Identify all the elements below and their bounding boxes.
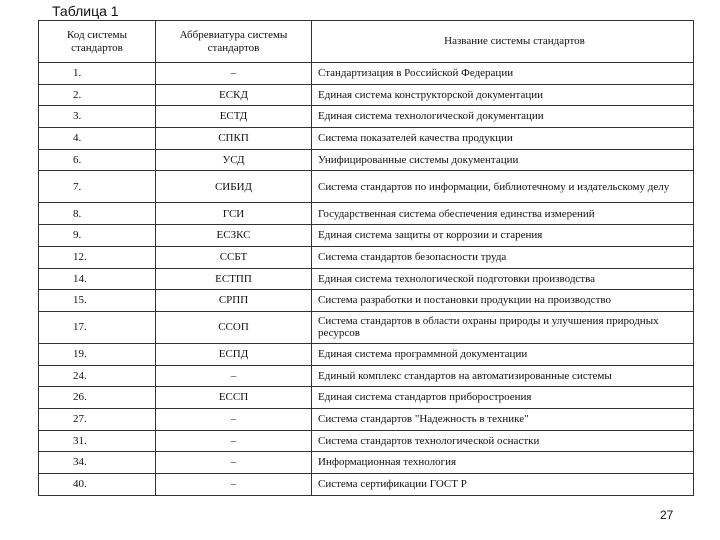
- table-row: [39, 128, 694, 150]
- row-code: 26.: [39, 387, 156, 409]
- row-name: Информационная технология: [312, 452, 694, 474]
- row-code: 40.: [39, 474, 156, 496]
- table-row: [39, 343, 694, 365]
- row-abbreviation: –: [156, 474, 312, 496]
- row-code: 14.: [39, 268, 156, 290]
- table-row: [39, 203, 694, 225]
- table-row: [39, 387, 694, 409]
- table-row: [39, 246, 694, 268]
- row-code: 8.: [39, 203, 156, 225]
- table-row: [39, 63, 694, 85]
- row-code: 15.: [39, 290, 156, 312]
- table-row: [39, 290, 694, 312]
- row-name: Единая система технологической подготовки производства: [312, 268, 694, 290]
- table-caption: Таблица 1: [52, 3, 119, 19]
- table-row: [39, 474, 694, 496]
- row-abbreviation: ЕСТПП: [156, 268, 312, 290]
- row-code: 17.: [39, 311, 156, 343]
- table-row: [39, 430, 694, 452]
- table-row: [39, 225, 694, 247]
- row-name: Система стандартов безопасности труда: [312, 246, 694, 268]
- table-row: [39, 268, 694, 290]
- row-name: Единая система стандартов приборостроения: [312, 387, 694, 409]
- row-name: Единый комплекс стандартов на автоматизированные системы: [312, 365, 694, 387]
- row-code: 3.: [39, 106, 156, 128]
- row-abbreviation: –: [156, 365, 312, 387]
- row-code: 1.: [39, 63, 156, 85]
- row-abbreviation: –: [156, 430, 312, 452]
- row-abbreviation: ЕСТД: [156, 106, 312, 128]
- table-row: [39, 408, 694, 430]
- row-abbreviation: –: [156, 63, 312, 85]
- row-name: Система разработки и постановки продукции на производство: [312, 290, 694, 312]
- table-row: [39, 365, 694, 387]
- row-name: Система показателей качества продукции: [312, 128, 694, 150]
- table-row: [39, 106, 694, 128]
- row-abbreviation: УСД: [156, 149, 312, 171]
- row-abbreviation: СПКП: [156, 128, 312, 150]
- row-name: Система стандартов технологической оснастки: [312, 430, 694, 452]
- row-abbreviation: ЕСКД: [156, 84, 312, 106]
- row-code: 7.: [39, 171, 156, 203]
- row-name: Система сертификации ГОСТ Р: [312, 474, 694, 496]
- row-code: 12.: [39, 246, 156, 268]
- table-row: [39, 311, 694, 343]
- header-abbreviation: Аббревиатура системы стандартов: [156, 21, 312, 63]
- header-code: Код системы стандартов: [39, 21, 156, 63]
- row-abbreviation: –: [156, 452, 312, 474]
- row-code: 34.: [39, 452, 156, 474]
- row-abbreviation: ССОП: [156, 311, 312, 343]
- row-code: 9.: [39, 225, 156, 247]
- row-abbreviation: СИБИД: [156, 171, 312, 203]
- row-name: Система стандартов в области охраны природы и улучшения природных ресурсов: [312, 311, 694, 343]
- row-abbreviation: ГСИ: [156, 203, 312, 225]
- row-abbreviation: ЕСЗКС: [156, 225, 312, 247]
- page-number: 27: [660, 508, 674, 522]
- table-header-row: [39, 21, 694, 63]
- row-name: Единая система программной документации: [312, 343, 694, 365]
- table-row: [39, 149, 694, 171]
- row-abbreviation: ЕССП: [156, 387, 312, 409]
- row-code: 19.: [39, 343, 156, 365]
- row-code: 4.: [39, 128, 156, 150]
- row-code: 6.: [39, 149, 156, 171]
- table-row: [39, 84, 694, 106]
- table-row: [39, 171, 694, 203]
- row-abbreviation: ЕСПД: [156, 343, 312, 365]
- table-row: [39, 452, 694, 474]
- row-name: Стандартизация в Российской Федерации: [312, 63, 694, 85]
- row-name: Единая система конструкторской документации: [312, 84, 694, 106]
- standards-table: [38, 20, 694, 496]
- row-abbreviation: СРПП: [156, 290, 312, 312]
- row-code: 27.: [39, 408, 156, 430]
- row-code: 24.: [39, 365, 156, 387]
- row-name: Система стандартов "Надежность в технике": [312, 408, 694, 430]
- row-name: Государственная система обеспечения единства измерений: [312, 203, 694, 225]
- row-abbreviation: ССБТ: [156, 246, 312, 268]
- row-code: 31.: [39, 430, 156, 452]
- row-name: Единая система технологической документации: [312, 106, 694, 128]
- row-name: Система стандартов по информации, библиотечному и издательскому делу: [312, 171, 694, 203]
- header-name: Название системы стандартов: [312, 21, 694, 63]
- row-abbreviation: –: [156, 408, 312, 430]
- row-name: Единая система защиты от коррозии и старения: [312, 225, 694, 247]
- row-code: 2.: [39, 84, 156, 106]
- row-name: Унифицированные системы документации: [312, 149, 694, 171]
